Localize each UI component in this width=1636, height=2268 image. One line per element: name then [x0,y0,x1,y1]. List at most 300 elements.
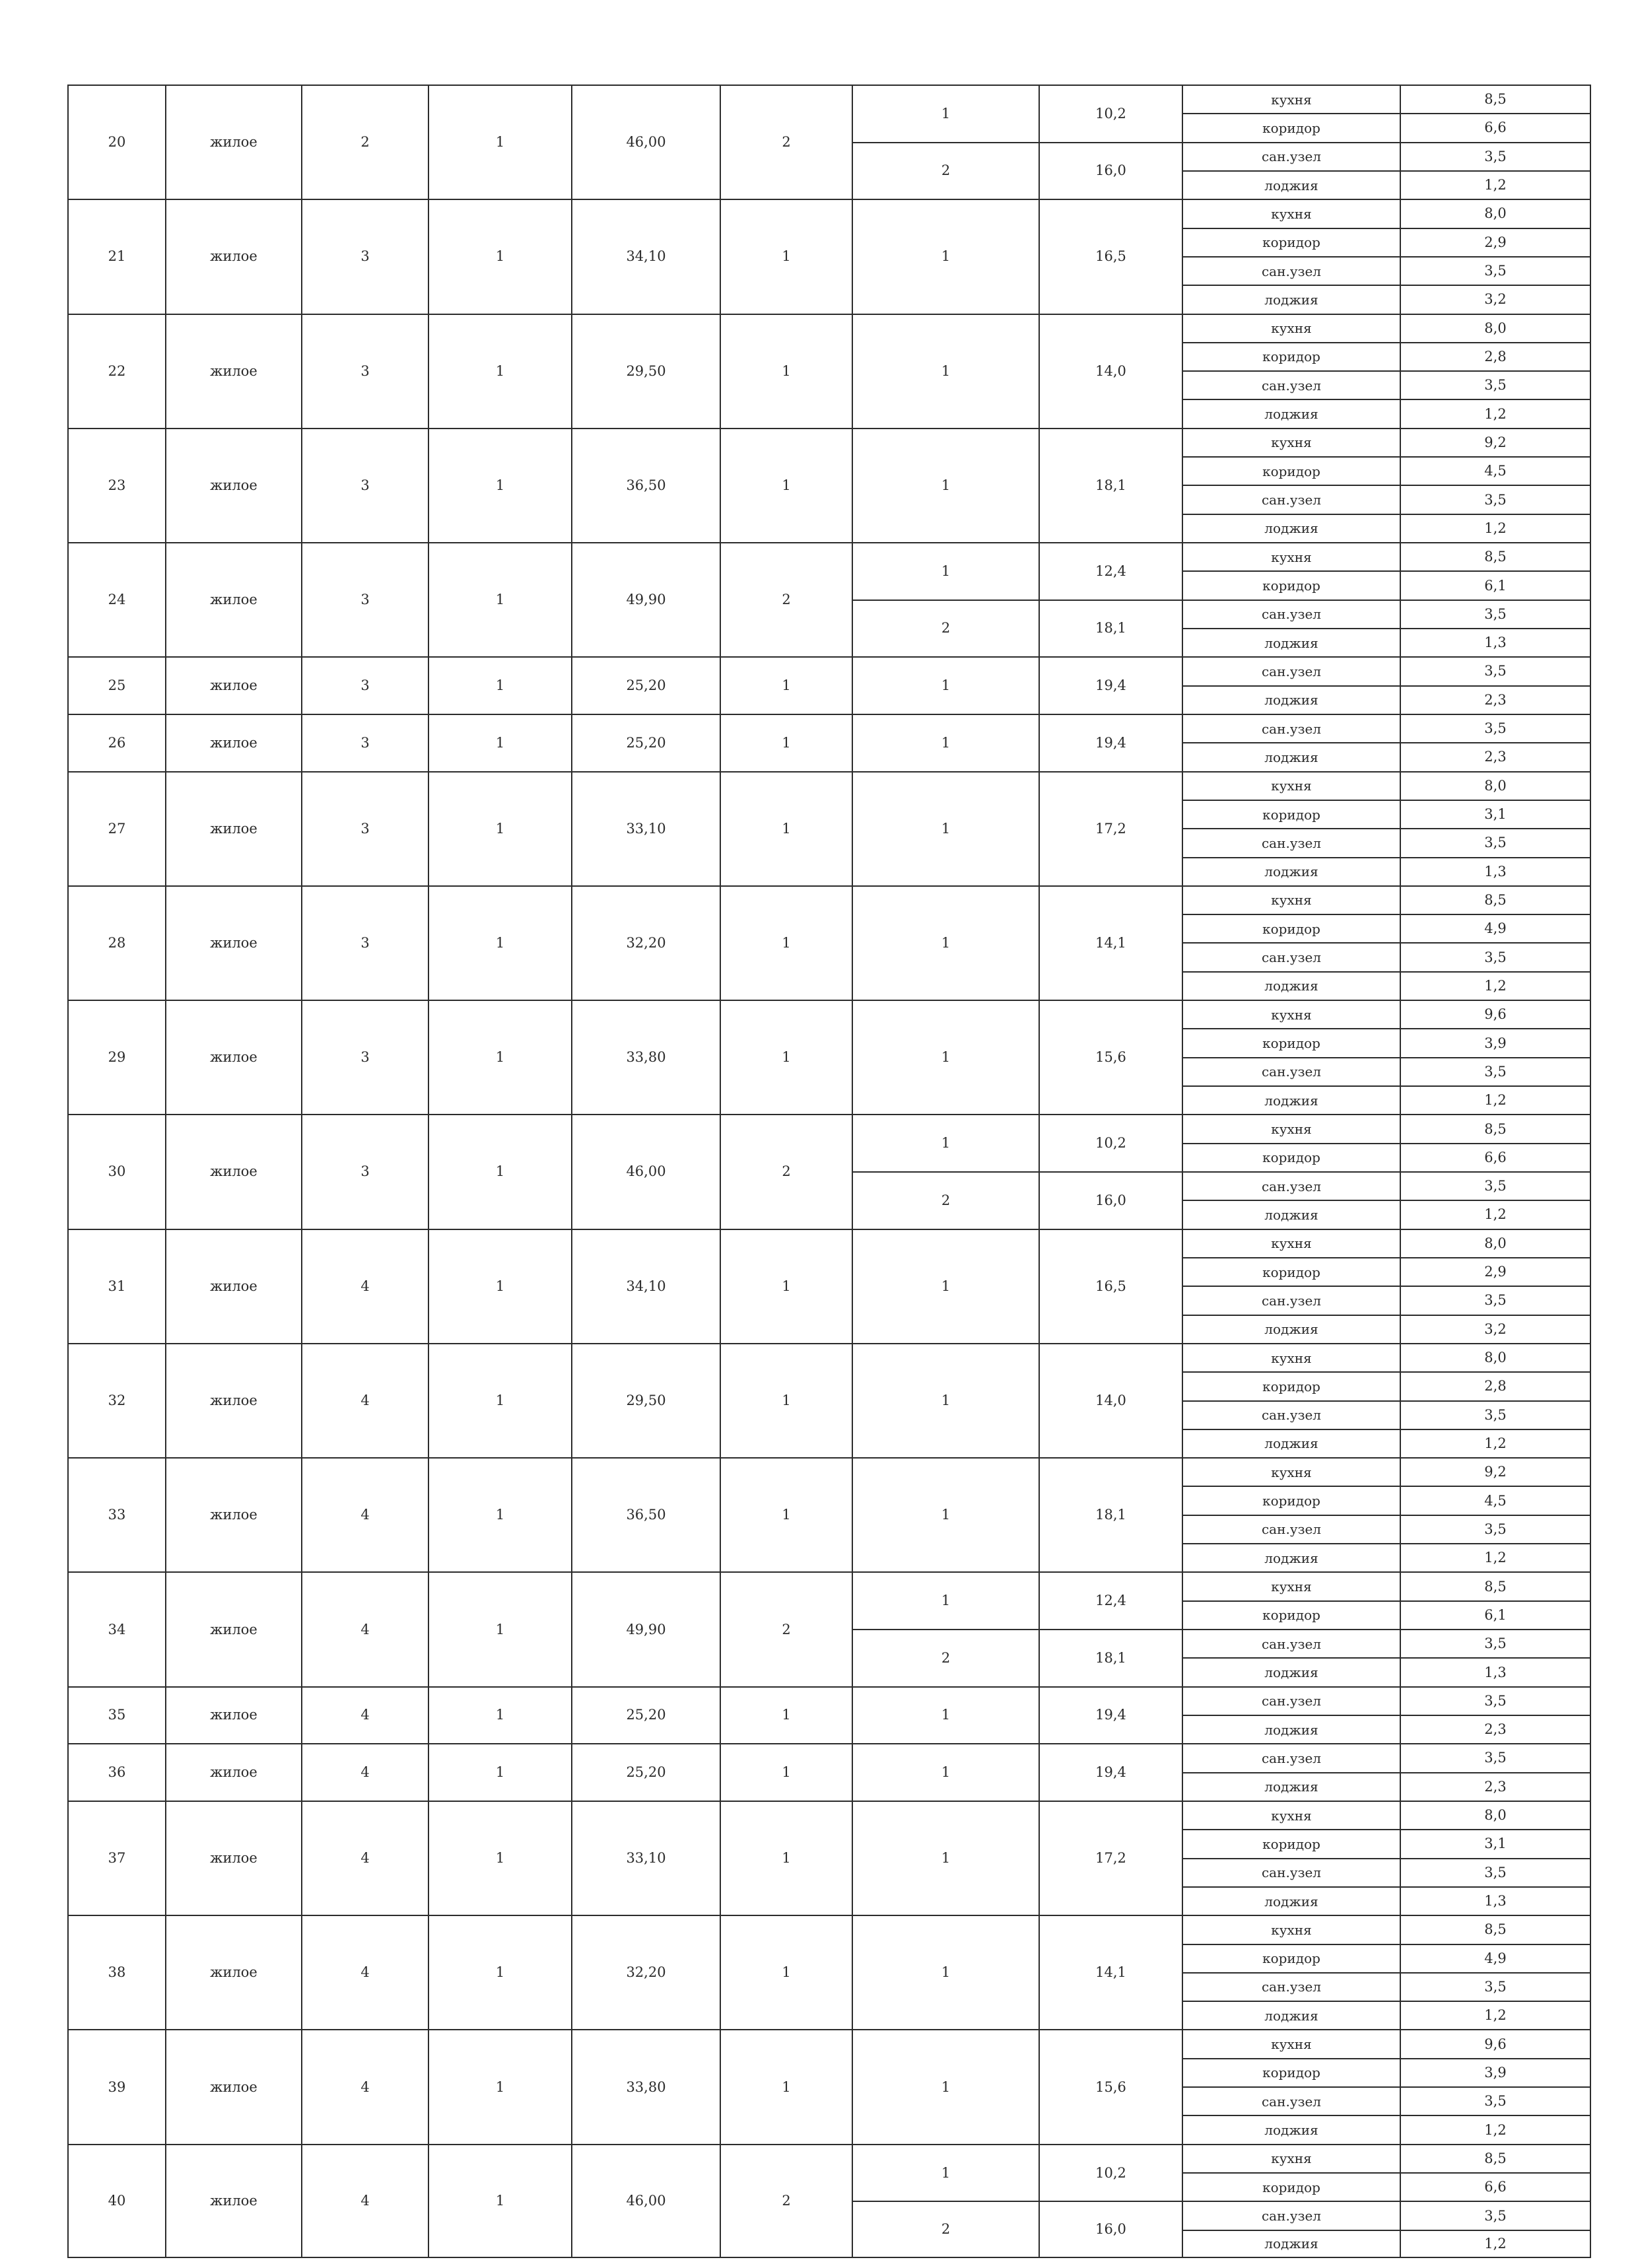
rooms-count-cell: 2 [720,1571,852,1686]
aux-room-name-cell: лоджия [1182,685,1400,714]
room-area-cell: 19,4 [1039,656,1182,714]
room-number-cell: 1 [852,771,1039,885]
room-number-cell: 1 [852,428,1039,542]
apartment-type-cell: жилое [165,714,301,771]
aux-room-name-cell: кухня [1182,885,1400,914]
aux-room-area-cell: 8,0 [1400,1229,1591,1257]
aux-room-area-cell: 8,0 [1400,1343,1591,1371]
room-area-cell: 19,4 [1039,1743,1182,1801]
entrance-cell: 1 [428,1457,571,1571]
floor-cell: 3 [301,199,428,313]
rooms-count-cell: 1 [720,714,852,771]
aux-room-name-cell: коридор [1182,1028,1400,1056]
aux-room-name-cell: коридор [1182,228,1400,256]
apartment-number-cell: 20 [67,85,165,199]
floor-cell: 4 [301,1686,428,1744]
aux-room-name-cell: лоджия [1182,170,1400,199]
room-area-cell: 14,1 [1039,1915,1182,2029]
rooms-count-cell: 1 [720,771,852,885]
room-number-cell: 2 [852,600,1039,657]
aux-room-name-cell: коридор [1182,2172,1400,2201]
floor-cell: 3 [301,885,428,1000]
aux-room-name-cell: коридор [1182,342,1400,370]
apartment-type-cell: жилое [165,1114,301,1228]
aux-room-area-cell: 8,5 [1400,2144,1591,2172]
entrance-cell: 1 [428,1686,571,1744]
aux-room-area-cell: 6,6 [1400,113,1591,141]
aux-room-area-cell: 1,2 [1400,514,1591,542]
total-area-cell: 25,20 [571,1743,720,1801]
room-number-cell: 1 [852,1114,1039,1171]
rooms-count-cell: 1 [720,1801,852,1915]
room-area-cell: 19,4 [1039,1686,1182,1744]
rooms-count-cell: 2 [720,2144,852,2258]
room-area-cell: 12,4 [1039,542,1182,600]
room-area-cell: 17,2 [1039,771,1182,885]
floor-cell: 4 [301,2144,428,2258]
aux-room-name-cell: сан.узел [1182,1171,1400,1200]
apartment-number-cell: 22 [67,314,165,428]
aux-room-name-cell: сан.узел [1182,1515,1400,1543]
entrance-cell: 1 [428,1915,571,2029]
aux-room-area-cell: 1,2 [1400,1429,1591,1457]
entrance-cell: 1 [428,1000,571,1114]
apartment-type-cell: жилое [165,1229,301,1343]
apartment-number-cell: 40 [67,2144,165,2258]
aux-room-area-cell: 8,0 [1400,199,1591,227]
entrance-cell: 1 [428,85,571,199]
room-number-cell: 2 [852,1629,1039,1686]
aux-room-name-cell: лоджия [1182,1085,1400,1114]
aux-room-area-cell: 3,5 [1400,1858,1591,1886]
aux-room-area-cell: 2,3 [1400,685,1591,714]
aux-room-name-cell: сан.узел [1182,714,1400,742]
room-number-cell: 1 [852,885,1039,1000]
aux-room-area-cell: 8,0 [1400,314,1591,342]
room-area-cell: 18,1 [1039,600,1182,657]
aux-room-area-cell: 1,3 [1400,1657,1591,1686]
total-area-cell: 25,20 [571,714,720,771]
aux-room-name-cell: коридор [1182,1829,1400,1857]
aux-room-name-cell: лоджия [1182,628,1400,656]
apartment-number-cell: 34 [67,1571,165,1686]
apartment-type-cell: жилое [165,656,301,714]
aux-room-area-cell: 6,6 [1400,2172,1591,2201]
aux-room-name-cell: сан.узел [1182,1286,1400,1314]
aux-room-area-cell: 1,2 [1400,2230,1591,2258]
aux-room-name-cell: сан.узел [1182,142,1400,170]
room-area-cell: 16,0 [1039,142,1182,199]
aux-room-name-cell: лоджия [1182,514,1400,542]
aux-room-area-cell: 3,5 [1400,370,1591,399]
aux-room-name-cell: сан.узел [1182,370,1400,399]
aux-room-name-cell: коридор [1182,914,1400,942]
aux-room-name-cell: сан.узел [1182,256,1400,285]
entrance-cell: 1 [428,542,571,656]
apartment-number-cell: 24 [67,542,165,656]
aux-room-area-cell: 1,2 [1400,399,1591,427]
floor-cell: 4 [301,1229,428,1343]
total-area-cell: 33,10 [571,771,720,885]
aux-room-area-cell: 4,5 [1400,1486,1591,1514]
entrance-cell: 1 [428,199,571,313]
room-number-cell: 1 [852,2144,1039,2201]
aux-room-name-cell: кухня [1182,1114,1400,1142]
room-number-cell: 1 [852,85,1039,142]
aux-room-area-cell: 8,0 [1400,771,1591,800]
apartment-type-cell: жилое [165,314,301,428]
room-number-cell: 1 [852,1457,1039,1571]
aux-room-area-cell: 3,5 [1400,942,1591,971]
entrance-cell: 1 [428,714,571,771]
apartment-number-cell: 28 [67,885,165,1000]
aux-room-name-cell: сан.узел [1182,1686,1400,1715]
aux-room-area-cell: 2,3 [1400,742,1591,771]
apartment-number-cell: 37 [67,1801,165,1915]
apartment-number-cell: 33 [67,1457,165,1571]
room-number-cell: 1 [852,1743,1039,1801]
floor-cell: 3 [301,1000,428,1114]
aux-room-area-cell: 2,8 [1400,342,1591,370]
apartment-type-cell: жилое [165,1686,301,1744]
aux-room-area-cell: 8,5 [1400,542,1591,570]
rooms-count-cell: 1 [720,1915,852,2029]
aux-room-name-cell: лоджия [1182,1543,1400,1571]
aux-room-name-cell: кухня [1182,1457,1400,1486]
apartment-number-cell: 38 [67,1915,165,2029]
total-area-cell: 25,20 [571,656,720,714]
aux-room-area-cell: 9,2 [1400,1457,1591,1486]
floor-cell: 3 [301,714,428,771]
apartment-number-cell: 39 [67,2029,165,2143]
room-area-cell: 18,1 [1039,1457,1182,1571]
aux-room-name-cell: кухня [1182,542,1400,570]
aux-room-area-cell: 8,5 [1400,885,1591,914]
aux-room-area-cell: 3,5 [1400,485,1591,513]
total-area-cell: 36,50 [571,1457,720,1571]
aux-room-name-cell: лоджия [1182,2115,1400,2143]
aux-room-name-cell: кухня [1182,199,1400,227]
aux-room-area-cell: 1,2 [1400,971,1591,1000]
rooms-count-cell: 1 [720,1686,852,1744]
floor-cell: 4 [301,1457,428,1571]
aux-room-name-cell: коридор [1182,1257,1400,1286]
apartment-type-cell: жилое [165,771,301,885]
room-area-cell: 15,6 [1039,1000,1182,1114]
aux-room-name-cell: сан.узел [1182,1972,1400,2001]
entrance-cell: 1 [428,1229,571,1343]
total-area-cell: 49,90 [571,1571,720,1686]
aux-room-name-cell: кухня [1182,1229,1400,1257]
aux-room-area-cell: 2,9 [1400,1257,1591,1286]
aux-room-name-cell: лоджия [1182,2230,1400,2258]
floor-cell: 4 [301,1571,428,1686]
room-area-cell: 10,2 [1039,85,1182,142]
aux-room-name-cell: сан.узел [1182,485,1400,513]
aux-room-area-cell: 3,5 [1400,2086,1591,2115]
apartment-type-cell: жилое [165,1457,301,1571]
entrance-cell: 1 [428,885,571,1000]
room-area-cell: 12,4 [1039,1571,1182,1629]
room-number-cell: 1 [852,714,1039,771]
total-area-cell: 32,20 [571,885,720,1000]
aux-room-name-cell: лоджия [1182,1315,1400,1343]
room-number-cell: 2 [852,2201,1039,2258]
apartment-number-cell: 30 [67,1114,165,1228]
room-area-cell: 10,2 [1039,2144,1182,2201]
aux-room-name-cell: коридор [1182,800,1400,828]
rooms-count-cell: 1 [720,2029,852,2143]
aux-room-area-cell: 2,3 [1400,1772,1591,1801]
aux-room-area-cell: 3,5 [1400,714,1591,742]
room-number-cell: 2 [852,1171,1039,1229]
apartment-type-cell: жилое [165,2029,301,2143]
aux-room-area-cell: 3,5 [1400,2201,1591,2229]
aux-room-area-cell: 2,8 [1400,1371,1591,1400]
entrance-cell: 1 [428,771,571,885]
aux-room-area-cell: 3,5 [1400,600,1591,628]
total-area-cell: 36,50 [571,428,720,542]
aux-room-name-cell: сан.узел [1182,1858,1400,1886]
aux-room-area-cell: 9,6 [1400,1000,1591,1028]
rooms-count-cell: 1 [720,885,852,1000]
rooms-count-cell: 1 [720,199,852,313]
aux-room-area-cell: 3,5 [1400,1286,1591,1314]
apartment-type-cell: жилое [165,199,301,313]
total-area-cell: 33,80 [571,2029,720,2143]
rooms-count-cell: 2 [720,1114,852,1228]
aux-room-name-cell: сан.узел [1182,1629,1400,1657]
aux-room-area-cell: 2,3 [1400,1715,1591,1743]
apartment-type-cell: жилое [165,1571,301,1686]
aux-room-area-cell: 1,2 [1400,1085,1591,1114]
total-area-cell: 25,20 [571,1686,720,1744]
apartment-number-cell: 36 [67,1743,165,1801]
total-area-cell: 34,10 [571,1229,720,1343]
aux-room-name-cell: коридор [1182,1486,1400,1514]
aux-room-area-cell: 3,5 [1400,142,1591,170]
room-area-cell: 15,6 [1039,2029,1182,2143]
room-area-cell: 16,5 [1039,199,1182,313]
aux-room-name-cell: коридор [1182,113,1400,141]
aux-room-name-cell: коридор [1182,1600,1400,1629]
aux-room-name-cell: сан.узел [1182,1743,1400,1771]
aux-room-name-cell: коридор [1182,2058,1400,2086]
aux-room-area-cell: 1,2 [1400,1200,1591,1228]
aux-room-area-cell: 3,5 [1400,1400,1591,1429]
aux-room-name-cell: коридор [1182,1371,1400,1400]
aux-room-area-cell: 3,1 [1400,800,1591,828]
entrance-cell: 1 [428,1743,571,1801]
aux-room-name-cell: кухня [1182,1000,1400,1028]
aux-room-name-cell: коридор [1182,456,1400,485]
aux-room-area-cell: 1,2 [1400,2115,1591,2143]
aux-room-name-cell: лоджия [1182,1429,1400,1457]
room-number-cell: 1 [852,542,1039,600]
aux-room-area-cell: 3,1 [1400,1829,1591,1857]
aux-room-area-cell: 3,5 [1400,1515,1591,1543]
aux-room-name-cell: кухня [1182,771,1400,800]
apartment-number-cell: 27 [67,771,165,885]
aux-room-name-cell: сан.узел [1182,2201,1400,2229]
aux-room-area-cell: 8,5 [1400,85,1591,113]
aux-room-name-cell: сан.узел [1182,656,1400,685]
floor-cell: 3 [301,542,428,656]
total-area-cell: 46,00 [571,2144,720,2258]
aux-room-area-cell: 4,9 [1400,1944,1591,1972]
entrance-cell: 1 [428,2144,571,2258]
rooms-count-cell: 1 [720,1343,852,1457]
aux-room-area-cell: 3,5 [1400,1057,1591,1085]
total-area-cell: 46,00 [571,85,720,199]
aux-room-area-cell: 3,2 [1400,1315,1591,1343]
aux-room-name-cell: лоджия [1182,1200,1400,1228]
aux-room-name-cell: коридор [1182,570,1400,599]
apartment-type-cell: жилое [165,1000,301,1114]
floor-cell: 4 [301,1343,428,1457]
aux-room-name-cell: лоджия [1182,742,1400,771]
aux-room-area-cell: 1,2 [1400,2001,1591,2029]
room-number-cell: 1 [852,1686,1039,1744]
floor-cell: 4 [301,1743,428,1801]
room-number-cell: 1 [852,1571,1039,1629]
aux-room-name-cell: кухня [1182,428,1400,456]
aux-room-area-cell: 1,3 [1400,1886,1591,1915]
floor-cell: 3 [301,1114,428,1228]
floor-cell: 4 [301,2029,428,2143]
aux-room-area-cell: 2,9 [1400,228,1591,256]
aux-room-area-cell: 1,2 [1400,170,1591,199]
entrance-cell: 1 [428,656,571,714]
aux-room-name-cell: кухня [1182,1915,1400,1943]
rooms-count-cell: 1 [720,314,852,428]
room-area-cell: 18,1 [1039,428,1182,542]
aux-room-name-cell: лоджия [1182,971,1400,1000]
apartment-type-cell: жилое [165,2144,301,2258]
room-area-cell: 18,1 [1039,1629,1182,1686]
rooms-count-cell: 1 [720,656,852,714]
entrance-cell: 1 [428,1571,571,1686]
aux-room-area-cell: 1,3 [1400,628,1591,656]
rooms-count-cell: 1 [720,1743,852,1801]
room-number-cell: 1 [852,1801,1039,1915]
room-area-cell: 10,2 [1039,1114,1182,1171]
aux-room-area-cell: 3,2 [1400,285,1591,313]
room-area-cell: 14,0 [1039,314,1182,428]
apartment-type-cell: жилое [165,1343,301,1457]
aux-room-area-cell: 3,5 [1400,1171,1591,1200]
room-area-cell: 17,2 [1039,1801,1182,1915]
aux-room-area-cell: 9,2 [1400,428,1591,456]
aux-room-area-cell: 4,9 [1400,914,1591,942]
aux-room-area-cell: 8,0 [1400,1801,1591,1829]
rooms-count-cell: 2 [720,542,852,656]
aux-room-name-cell: лоджия [1182,857,1400,885]
aux-room-area-cell: 9,6 [1400,2029,1591,2057]
apartment-type-cell: жилое [165,1801,301,1915]
room-number-cell: 2 [852,142,1039,199]
aux-room-name-cell: сан.узел [1182,600,1400,628]
floor-cell: 4 [301,1801,428,1915]
apartment-number-cell: 23 [67,428,165,542]
aux-room-area-cell: 4,5 [1400,456,1591,485]
entrance-cell: 1 [428,1114,571,1228]
aux-room-area-cell: 3,9 [1400,1028,1591,1056]
floor-cell: 3 [301,771,428,885]
aux-room-area-cell: 3,5 [1400,828,1591,856]
total-area-cell: 33,80 [571,1000,720,1114]
aux-room-name-cell: лоджия [1182,1657,1400,1686]
apartment-number-cell: 25 [67,656,165,714]
apartment-number-cell: 21 [67,199,165,313]
room-number-cell: 1 [852,1343,1039,1457]
floor-cell: 3 [301,428,428,542]
apartment-type-cell: жилое [165,428,301,542]
room-area-cell: 16,5 [1039,1229,1182,1343]
aux-room-name-cell: кухня [1182,1801,1400,1829]
aux-room-area-cell: 3,5 [1400,1629,1591,1657]
rooms-count-cell: 1 [720,1457,852,1571]
floor-cell: 4 [301,1915,428,2029]
total-area-cell: 29,50 [571,1343,720,1457]
entrance-cell: 1 [428,1801,571,1915]
room-number-cell: 1 [852,1229,1039,1343]
room-number-cell: 1 [852,1000,1039,1114]
aux-room-name-cell: кухня [1182,2144,1400,2172]
entrance-cell: 1 [428,1343,571,1457]
aux-room-name-cell: сан.узел [1182,942,1400,971]
aux-room-name-cell: лоджия [1182,1772,1400,1801]
aux-room-name-cell: коридор [1182,1143,1400,1171]
aux-room-area-cell: 3,5 [1400,256,1591,285]
total-area-cell: 46,00 [571,1114,720,1228]
room-area-cell: 16,0 [1039,1171,1182,1229]
aux-room-area-cell: 6,1 [1400,1600,1591,1629]
total-area-cell: 34,10 [571,199,720,313]
apartment-number-cell: 32 [67,1343,165,1457]
aux-room-name-cell: кухня [1182,85,1400,113]
aux-room-name-cell: лоджия [1182,1886,1400,1915]
aux-room-area-cell: 8,5 [1400,1915,1591,1943]
apartment-number-cell: 31 [67,1229,165,1343]
floor-cell: 3 [301,314,428,428]
aux-room-name-cell: кухня [1182,1343,1400,1371]
total-area-cell: 29,50 [571,314,720,428]
aux-room-area-cell: 1,3 [1400,857,1591,885]
apartment-type-cell: жилое [165,885,301,1000]
aux-room-area-cell: 8,5 [1400,1114,1591,1142]
room-area-cell: 14,1 [1039,885,1182,1000]
aux-room-name-cell: сан.узел [1182,2086,1400,2115]
rooms-count-cell: 1 [720,1229,852,1343]
total-area-cell: 49,90 [571,542,720,656]
aux-room-name-cell: кухня [1182,314,1400,342]
aux-room-area-cell: 3,5 [1400,656,1591,685]
aux-room-name-cell: сан.узел [1182,828,1400,856]
floor-cell: 2 [301,85,428,199]
aux-room-name-cell: лоджия [1182,2001,1400,2029]
entrance-cell: 1 [428,2029,571,2143]
room-area-cell: 19,4 [1039,714,1182,771]
apartment-type-cell: жилое [165,542,301,656]
aux-room-name-cell: коридор [1182,1944,1400,1972]
entrance-cell: 1 [428,314,571,428]
aux-room-area-cell: 8,5 [1400,1571,1591,1600]
rooms-count-cell: 1 [720,428,852,542]
aux-room-name-cell: кухня [1182,1571,1400,1600]
aux-room-area-cell: 6,1 [1400,570,1591,599]
aux-room-name-cell: сан.узел [1182,1400,1400,1429]
